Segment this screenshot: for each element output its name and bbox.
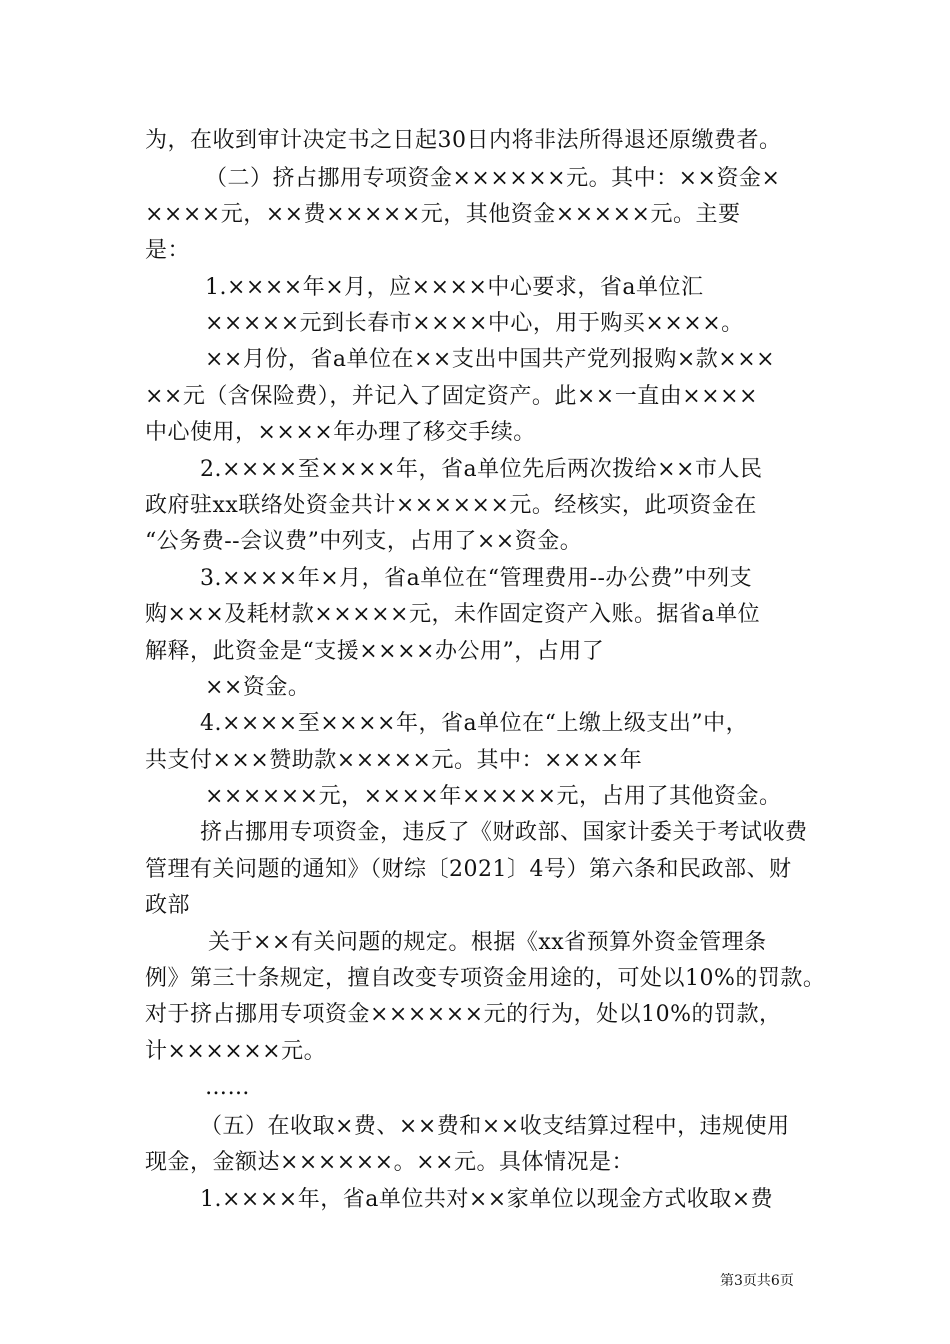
text-line-19: ××××××元，××××年×××××元，占用了其他资金。 — [205, 784, 782, 809]
page-number: 第3页共6页 — [720, 1273, 794, 1289]
text-line-24: 例》第三十条规定，擅自改变专项资金用途的，可处以10%的罚款。 — [145, 966, 826, 991]
text-line-4: 是： — [145, 238, 191, 263]
text-line-14: 购×××及耗材款×××××元，未作固定资产入账。据省a单位 — [145, 602, 761, 627]
text-line-2: （二）挤占挪用专项资金××××××元。其中：××资金× — [205, 166, 781, 191]
text-line-11: 政府驻xx联络处资金共计××××××元。经核实，此项资金在 — [145, 493, 757, 518]
text-line-22: 政部 — [145, 893, 191, 918]
text-line-30: 1.××××年，省a单位共对××家单位以现金方式收取×费 — [200, 1187, 774, 1212]
text-line-7: ××月份，省a单位在××支出中国共产党列报购×款××× — [205, 347, 776, 372]
text-line-18: 共支付×××赞助款×××××元。其中：××××年 — [145, 748, 643, 773]
text-line-5: 1.××××年×月，应××××中心要求，省a单位汇 — [205, 275, 704, 300]
text-line-25: 对于挤占挪用专项资金××××××元的行为，处以10%的罚款， — [145, 1002, 782, 1027]
text-line-26: 计××××××元。 — [145, 1039, 327, 1064]
text-line-28: （五）在收取×费、××费和××收支结算过程中，违规使用 — [200, 1114, 790, 1139]
text-line-17: 4.××××至××××年，省a单位在“上缴上级支出”中， — [200, 711, 749, 736]
text-line-20: 挤占挪用专项资金，违反了《财政部、国家计委关于考试收费 — [200, 820, 808, 845]
text-line-23: 关于××有关问题的规定。根据《xx省预算外资金管理条 — [208, 930, 767, 955]
text-line-16: ××资金。 — [205, 675, 311, 700]
text-line-27: …… — [205, 1075, 250, 1100]
text-line-12: “公务费--会议费”中列支，占用了××资金。 — [145, 529, 583, 554]
text-line-6: ×××××元到长春市××××中心，用于购买××××。 — [205, 311, 744, 336]
text-line-10: 2.××××至××××年，省a单位先后两次拨给××市人民 — [200, 457, 763, 482]
text-line-8: ××元（含保险费），并记入了固定资产。此××一直由×××× — [145, 384, 758, 409]
text-line-3: ××××元，××费×××××元，其他资金×××××元。主要 — [145, 202, 741, 227]
text-line-13: 3.××××年×月，省a单位在“管理费用--办公费”中列支 — [200, 566, 753, 591]
text-line-29: 现金，金额达××××××。××元。具体情况是： — [145, 1150, 634, 1175]
text-line-21: 管理有关问题的通知》（财综〔2021〕4号）第六条和民政部、财 — [145, 857, 792, 882]
text-line-9: 中心使用，××××年办理了移交手续。 — [145, 420, 536, 445]
text-line-15: 解释，此资金是“支援××××办公用”，占用了 — [145, 639, 605, 664]
text-line-1: 为，在收到审计决定书之日起30日内将非法所得退还原缴费者。 — [145, 128, 782, 153]
